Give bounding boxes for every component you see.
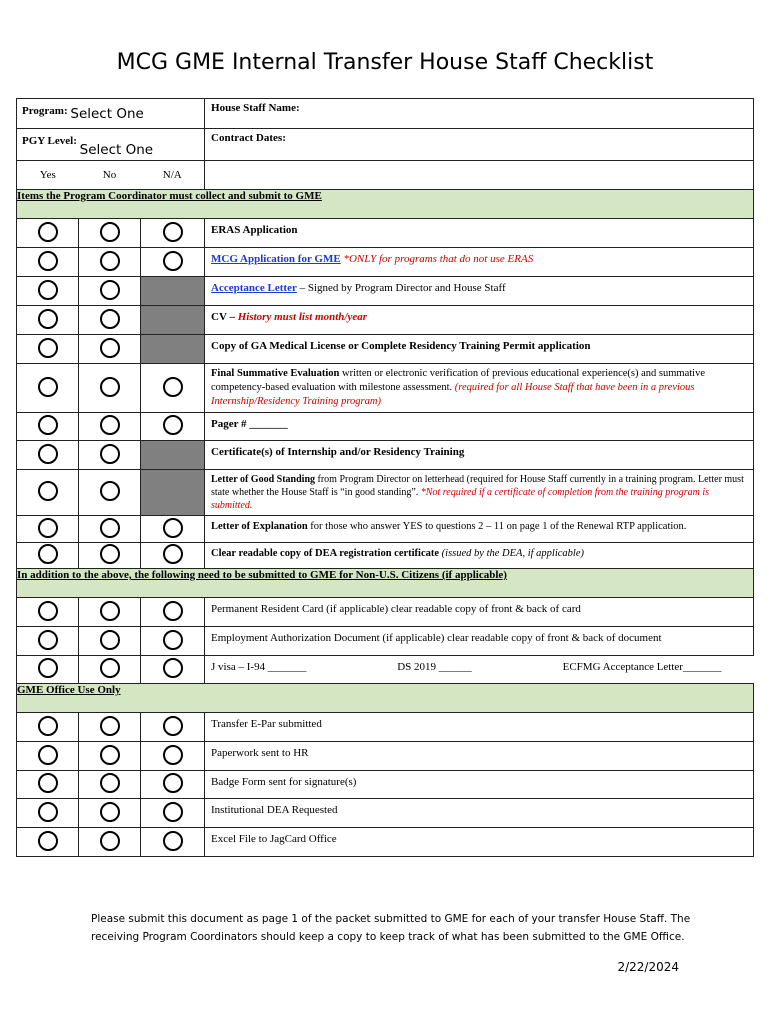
- no-radio[interactable]: [100, 831, 120, 851]
- no-radio[interactable]: [100, 773, 120, 793]
- yes-radio[interactable]: [38, 377, 58, 397]
- na-radio[interactable]: [163, 773, 183, 793]
- yes-radio[interactable]: [38, 745, 58, 765]
- checklist-table: [16, 98, 754, 857]
- yes-radio[interactable]: [38, 280, 58, 300]
- na-radio[interactable]: [163, 222, 183, 242]
- na-disabled-cell: [141, 441, 205, 470]
- na-radio[interactable]: [163, 251, 183, 271]
- program-select[interactable]: Select One: [70, 106, 144, 122]
- yes-radio[interactable]: [38, 481, 58, 501]
- no-radio[interactable]: [100, 601, 120, 621]
- na-radio[interactable]: [163, 745, 183, 765]
- no-radio[interactable]: [100, 630, 120, 650]
- no-radio[interactable]: [100, 544, 120, 564]
- page-title: MCG GME Internal Transfer House Staff Checklist: [116, 50, 654, 75]
- house-staff-label: House Staff Name:: [211, 102, 300, 114]
- yes-radio[interactable]: [38, 716, 58, 736]
- checklist-row: [17, 598, 754, 627]
- no-radio[interactable]: [100, 745, 120, 765]
- na-disabled-cell: [141, 470, 205, 516]
- checklist-row: [17, 441, 754, 470]
- item-text: written or electronic verification of previous educational experience(s) and summative competency-based evaluation with milestone assessment.: [211, 368, 705, 393]
- na-radio[interactable]: [163, 630, 183, 650]
- item-label: Copy of GA Medical License or Complete Residency Training Permit application: [211, 340, 591, 352]
- item-note: (issued by the DEA, if applicable): [439, 548, 584, 559]
- checklist-row: [17, 543, 754, 569]
- yes-radio[interactable]: [38, 222, 58, 242]
- jvisa-label: J visa – I-94 _______: [211, 661, 307, 673]
- item-text: for those who answer YES to questions 2 – 11 on page 1 of the Renewal RTP application.: [307, 521, 687, 532]
- checklist-row: [17, 742, 754, 771]
- yes-radio[interactable]: [38, 658, 58, 678]
- program-row: [17, 99, 754, 129]
- section-title: In addition to the above, the following need to be submitted to GME for Non-U.S. Citizens (if applicable): [17, 569, 754, 598]
- section-coordinator: [17, 190, 754, 219]
- na-radio[interactable]: [163, 802, 183, 822]
- yes-radio[interactable]: [38, 630, 58, 650]
- mcg-application-link[interactable]: MCG Application for GME: [211, 253, 341, 265]
- acceptance-letter-link[interactable]: Acceptance Letter: [211, 282, 297, 294]
- item-label: Permanent Resident Card (if applicable) clear readable copy of front & back of card: [211, 603, 581, 615]
- ds2019-label: DS 2019 ______: [397, 661, 472, 673]
- item-note: (required for all House Staff that have been in a previous Internship/Residency Training program): [211, 382, 695, 407]
- no-radio[interactable]: [100, 658, 120, 678]
- checklist-row: [17, 470, 754, 516]
- checklist-row: [17, 627, 754, 656]
- yes-radio[interactable]: [38, 251, 58, 271]
- no-radio[interactable]: [100, 481, 120, 501]
- contract-label: Contract Dates:: [211, 132, 286, 144]
- na-radio[interactable]: [163, 716, 183, 736]
- item-label: Letter of Good Standing: [211, 474, 316, 485]
- item-note: History must list month/year: [237, 311, 367, 323]
- checklist-row: [17, 248, 754, 277]
- contract-cell[interactable]: [205, 129, 754, 161]
- no-radio[interactable]: [100, 802, 120, 822]
- na-disabled-cell: [141, 306, 205, 335]
- ecfmg-label: ECFMG Acceptance Letter_______: [562, 661, 722, 673]
- checklist-row: [17, 771, 754, 799]
- checklist-row: [17, 219, 754, 248]
- checklist-row: [17, 364, 754, 413]
- item-note: *ONLY for programs that do not use ERAS: [343, 253, 534, 265]
- col-na-header: N/A: [141, 161, 205, 190]
- pgy-row: [17, 129, 754, 161]
- section-office: [17, 684, 754, 713]
- item-note: *Not required if a certificate of completion from the training program is submitted.: [211, 487, 710, 511]
- item-label: Pager # _______: [211, 418, 288, 430]
- na-disabled-cell: [141, 277, 205, 306]
- no-radio[interactable]: [100, 716, 120, 736]
- item-label: Clear readable copy of DEA registration certificate: [211, 548, 440, 559]
- checklist-row: [17, 277, 754, 306]
- no-radio[interactable]: [100, 518, 120, 538]
- col-no-header: No: [79, 161, 141, 190]
- na-disabled-cell: [141, 335, 205, 364]
- item-label: Letter of Explanation: [211, 521, 308, 532]
- checklist-row: [17, 656, 754, 684]
- no-radio[interactable]: [100, 377, 120, 397]
- item-label: Institutional DEA Requested: [211, 804, 338, 816]
- no-radio[interactable]: [100, 415, 120, 435]
- yes-radio[interactable]: [38, 444, 58, 464]
- pgy-cell: [17, 129, 205, 161]
- checklist-row: [17, 335, 754, 364]
- col-yes-header: Yes: [17, 161, 79, 190]
- na-radio[interactable]: [163, 415, 183, 435]
- footer-note: Please submit this document as page 1 of the packet submitted to GME for each of your transfer House Staff. The receiving Program Coordinators should keep a copy to keep track of what has been submitted to the GME Office.: [91, 913, 691, 943]
- yes-radio[interactable]: [38, 831, 58, 851]
- item-label: Badge Form sent for signature(s): [211, 776, 357, 788]
- checklist-row: [17, 799, 754, 828]
- footer-date: 2/22/2024: [617, 960, 679, 974]
- section-non-us: [17, 569, 754, 598]
- na-radio[interactable]: [163, 518, 183, 538]
- yes-radio[interactable]: [38, 415, 58, 435]
- item-text: from Program Director on letterhead (required for House Staff currently in a training program. Letter must state whether the House Staff is “in good standing”.: [211, 474, 744, 498]
- checklist-row: [17, 828, 754, 857]
- no-radio[interactable]: [100, 280, 120, 300]
- no-radio[interactable]: [100, 338, 120, 358]
- column-header-row: [17, 161, 754, 190]
- item-label: Transfer E-Par submitted: [211, 718, 322, 730]
- na-radio[interactable]: [163, 831, 183, 851]
- yes-radio[interactable]: [38, 338, 58, 358]
- item-label: Paperwork sent to HR: [211, 747, 309, 759]
- item-label: Excel File to JagCard Office: [211, 833, 337, 845]
- item-label: Final Summative Evaluation: [211, 368, 340, 379]
- section-title: Items the Program Coordinator must collect and submit to GME: [17, 190, 754, 219]
- na-radio[interactable]: [163, 658, 183, 678]
- yes-radio[interactable]: [38, 309, 58, 329]
- pgy-select[interactable]: Select One: [79, 142, 154, 158]
- yes-radio[interactable]: [38, 802, 58, 822]
- program-cell: [17, 99, 205, 129]
- checklist-row: [17, 516, 754, 543]
- house-staff-cell[interactable]: [205, 99, 754, 129]
- yes-radio[interactable]: [38, 544, 58, 564]
- pgy-label: PGY Level:: [22, 135, 77, 147]
- yes-radio[interactable]: [38, 773, 58, 793]
- program-label: Program:: [22, 105, 68, 117]
- no-radio[interactable]: [100, 309, 120, 329]
- item-label: ERAS Application: [211, 224, 298, 236]
- item-label: CV –: [211, 311, 238, 323]
- blank-header: [205, 161, 754, 190]
- no-radio[interactable]: [100, 222, 120, 242]
- item-label: Certificate(s) of Internship and/or Residency Training: [211, 446, 465, 458]
- na-radio[interactable]: [163, 601, 183, 621]
- na-radio[interactable]: [163, 377, 183, 397]
- checklist-row: [17, 713, 754, 742]
- no-radio[interactable]: [100, 251, 120, 271]
- na-radio[interactable]: [163, 544, 183, 564]
- checklist-row: [17, 413, 754, 441]
- item-label: Employment Authorization Document (if applicable) clear readable copy of front & back of document: [211, 632, 662, 644]
- checklist-row: [17, 306, 754, 335]
- yes-radio[interactable]: [38, 518, 58, 538]
- no-radio[interactable]: [100, 444, 120, 464]
- item-label: – Signed by Program Director and House Staff: [296, 282, 506, 294]
- yes-radio[interactable]: [38, 601, 58, 621]
- section-title: GME Office Use Only: [17, 684, 754, 713]
